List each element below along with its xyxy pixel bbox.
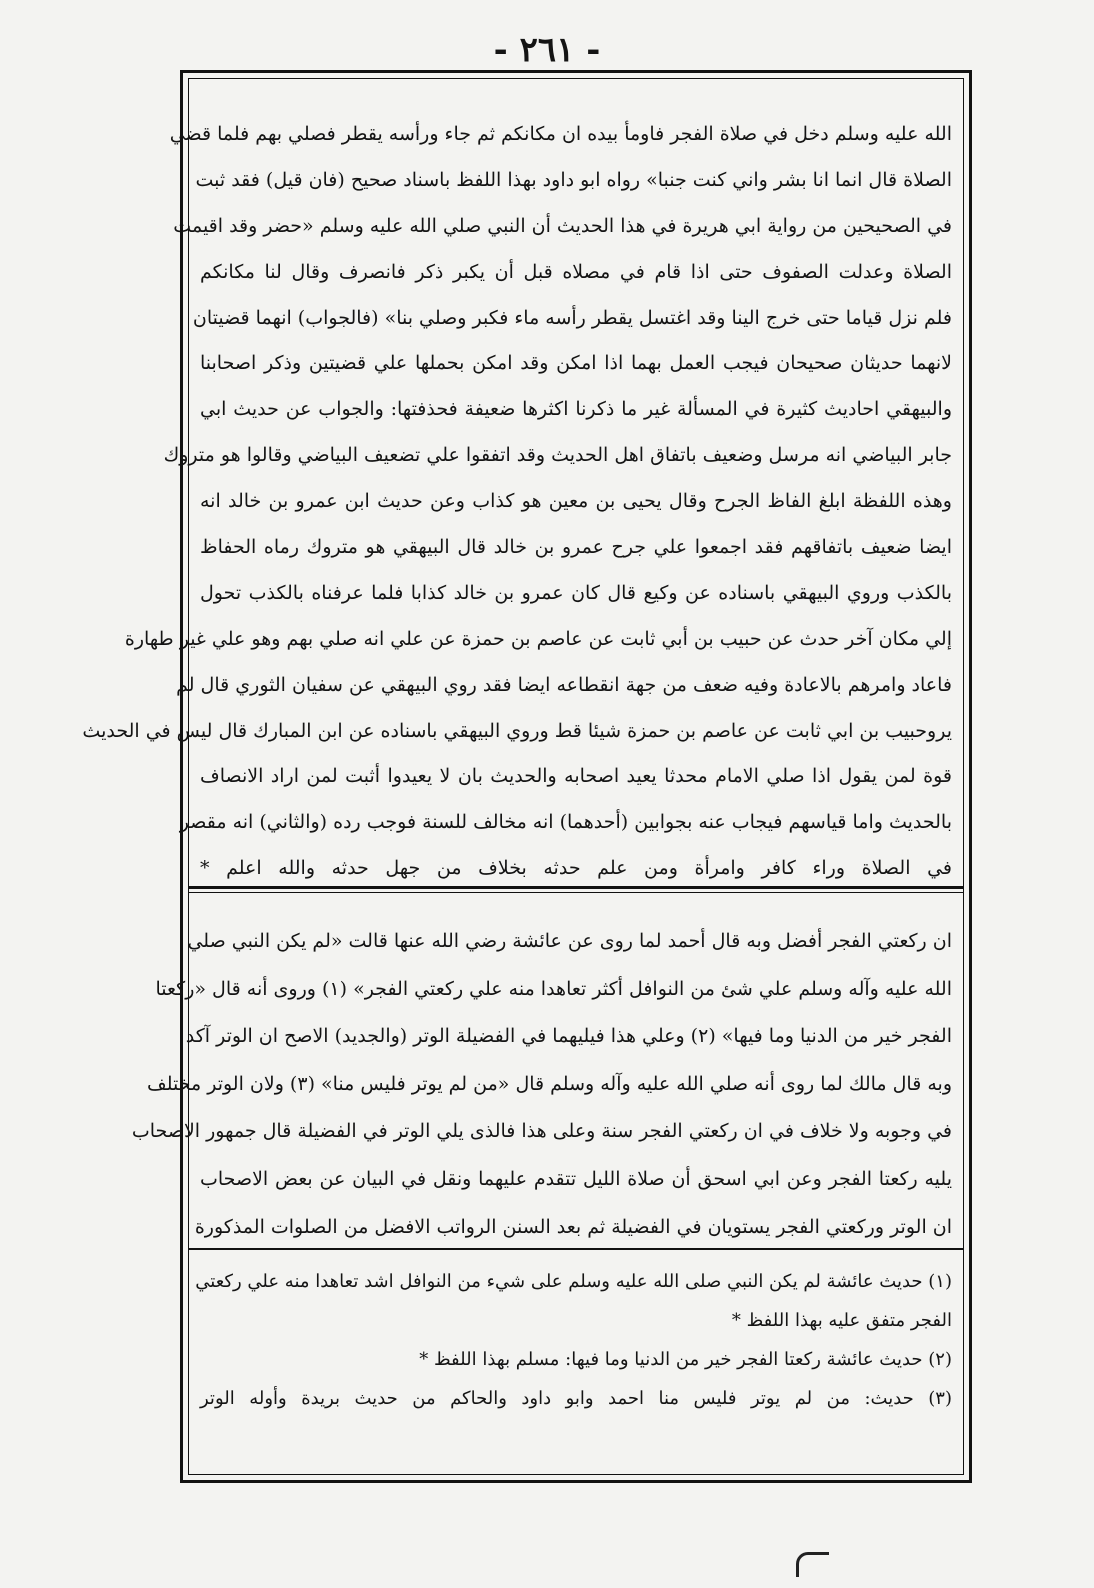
sub-line: الفجر خير من الدنيا وما فيها» (٢) وعلي هذا فيليهما في الفضيلة الوتر (والجديد) الاصح ان الوتر آكد [185,1025,952,1048]
main-line: يروحبيب بن ابي ثابت عن عاصم بن حمزة شيئا قط وروي البيهقي باسناده عن ابن المبارك قال ليس في الحديث [82,719,952,742]
main-line: بالكذب وروي البيهقي باسناده عن وكيع قال كان عمرو بن خالد كذابا فلما عرفناه بالكذب تحول [200,581,952,604]
page-edge-mark [796,1552,829,1577]
main-line: الصلاة وعدلت الصفوف حتى اذا قام في مصلاه قبل أن يكبر ذكر فانصرف وقال لنا مكانكم [200,260,952,283]
footnote-line: (١) حديث عائشة لم يكن النبي صلى الله عليه وسلم على شيء من النوافل اشد تعاهدا منه علي ركعتي [195,1271,952,1292]
main-line: الله عليه وسلم دخل في صلاة الفجر فاومأ بيده ان مكانكم ثم جاء ورأسه يقطر فصلي بهم فلما قضي [169,123,952,145]
main-line: فاعاد وامرهم بالاعادة وفيه ضعف من جهة انقطاعه ايضا فقد روي البيهقي عن سفيان الثوري قال لم [176,673,952,696]
main-line: جابر البياضي انه مرسل وضعيف باتفاق اهل الحديث وقد اتفقوا علي تضعيف البياضي وقالوا هو متروك [163,444,952,467]
main-line: إلي مكان آخر حدث عن حبيب بن أبي ثابت عن عاصم بن حمزة عن علي انه صلي بهم وهو علي غير طهارة [124,627,952,650]
main-line: في الصلاة وراء كافر وامرأة ومن علم حدثه بخلاف من جهل حدثه والله اعلم * [200,857,952,880]
sub-line: يليه ركعتا الفجر وعن ابي اسحق أن صلاة الليل تتقدم عليهما ونقل في البيان عن بعض الاصحاب [200,1167,952,1190]
page-number: - ٢٦١ - [493,30,601,70]
main-line: فلم نزل قياما حتى خرج الينا وقد اغتسل يقطر رأسه ماء فكبر وصلي بنا» (فالجواب) انهما قضيتان [192,306,952,329]
main-line: قوة لمن يقول اذا صلي الامام محدثا يعيد اصحابه والحديث بان لا يعيدوا أثبت لمن اراد الانصاف [200,765,952,788]
sub-line: الله عليه وآله وسلم علي شئ من النوافل أكثر تعاهدا منه علي ركعتي الفجر» (١) وروى أنه قال «ركعتا [155,977,952,1000]
footnote-divider [188,1248,964,1250]
main-line: الصلاة قال انما انا بشر واني كنت جنبا» رواه ابو داود بهذا اللفظ باسناد صحيح (فان قيل) فقد ثبت [195,168,952,191]
footnote-line: (٣) حديث: من لم يوتر فليس منا احمد وابو داود والحاكم من حديث بريدة وأوله الوتر [200,1388,952,1409]
main-line: لانهما حديثان صحيحان فيجب العمل بهما اذا امكن وقد امكن بحملها علي قضيتين وذكر اصحابنا [200,352,952,375]
main-line: بالحديث واما قياسهم فيجاب عنه بجوابين (أحدهما) انه مخالف للسنة فوجب رده (والثاني) انه مقصر [179,811,952,834]
footnote-line: (٢) حديث عائشة ركعتا الفجر خير من الدنيا وما فيها: مسلم بهذا اللفظ * [419,1349,952,1370]
main-text-block [82,112,952,892]
sub-text-block [131,918,952,1251]
sub-line: ان ركعتي الفجر أفضل وبه قال أحمد لما روى عن عائشة رضي الله عنها قالت «لم يكن النبي صلي [187,930,952,952]
sub-line: وبه قال مالك لما روى أنه صلي الله عليه وآله وسلم قال «من لم يوتر فليس منا» (٣) ولان الوتر مختلف [147,1072,952,1095]
main-line: ايضا ضعيف باتفاقهم فقد اجمعوا علي جرح عمرو بن خالد قال البيهقي هو متروك رماه الحفاظ [200,536,952,559]
main-line: والبيهقي احاديث كثيرة في المسألة غير ما ذكرنا اكثرها ضعيفة فحذفتها: والجواب عن حديث ابي [200,398,952,421]
footnote-line: الفجر متفق عليه بهذا اللفظ * [731,1310,952,1331]
sub-line: في وجوبه ولا خلاف في ان ركعتي الفجر سنة وعلى هذا فالذى يلي الوتر في الفضيلة قال جمهور الاصحاب [131,1120,952,1143]
footnotes-block [195,1262,952,1418]
main-line: وهذه اللفظة ابلغ الفاظ الجرح وقال يحيى بن معين هو كذاب وعن حديث ابن عمرو بن خالد انه [200,490,952,513]
section-divider [188,886,964,893]
sub-line: ان الوتر وركعتي الفجر يستويان في الفضيلة ثم بعد السنن الرواتب الافضل من الصلوات المذكورة [194,1215,952,1238]
main-line: في الصحيحين من رواية ابي هريرة في هذا الحديث أن النبي صلي الله عليه وسلم «حضر وقد اقيمت [173,214,952,237]
